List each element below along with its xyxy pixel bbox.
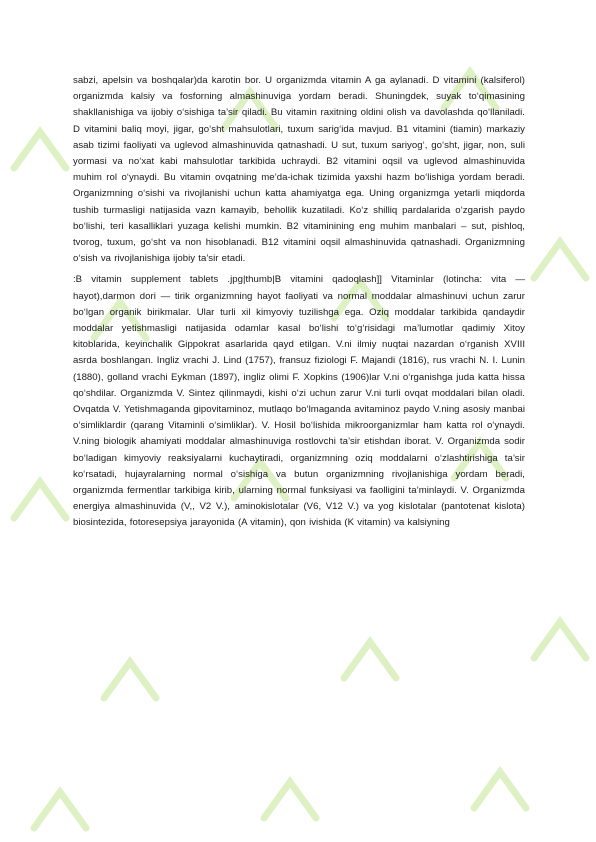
paragraph-vitamins-overview: :B vitamin supplement tablets .jpg|thumb|B vitamini qadoqlash]] Vitaminlar (lotincha: vita — hayot),darmon dori — tirik organizmning hayot faoliyati va normal moddalar almashinuvi uchun zarur bo‘lgan organik birikmalar. Ular turli xil kimyoviy tuzilishga ega. Oziq moddalar tarkibida qandaydir moddalar yetishmasligi natijasida odamlar kasal bo‘lishi to‘g‘risidagi ma’lumotlar qadimiy Xitoy kitoblarida, keyinchalik Gippokrat asarlarida qayd etilgan. V.ni ilmiy nuqtai nazardan o‘rganish XVIII asrda boshlangan. Ingliz vrachi J. Lind (1757), fransuz fiziologi F. Majandi (1816), rus vrachi N. I. Lunin (1880), golland vrachi Eykman (1897), ingliz olimi F. Xopkins (1906)lar V.ni o‘rganishga juda katta hissa qo‘shdilar. Organizmda V. Sintez qilinmaydi, kishi o‘zi uchun zarur V.ni turli ovqat moddalari bilan oladi. Ovqatda V. Yetishmaganda gipovitaminoz, mutlaqo bo‘lmaganda avitaminoz paydo V.ning asosiy manbai o‘simliklardir (qarang Vitaminli o‘simliklar). V. Hosil bo‘lishida mikroorganizmlar ham katta rol o‘ynaydi. V.ning biologik ahamiyati moddalar almashinuviga rostlovchi ta’sir etishdan iborat. V. Organizmda sodir bo‘ladigan kimyoviy reaksiyalarni kuchaytiradi, organizmning oziq moddalarni o‘zlashtirishiga ta’sir ko‘rsatadi, hujayralarning normal o‘sishiga va butun organizmning rivojlanishiga yordam beradi, organizmda fermentlar tarkibiga kirib, ularning normal funksiyasi va faolligini ta’minlaydi. V. Organizmda energiya almashinuvida (V,, V2 V.), aminokislotalar (V6, V12 V.) va yog kislotalar (pantotenat kislota) biosintezida, fotoresepsiya jarayonida (A vitamin), qon ivishida (K vitamin) va kalsiyning xyxy=(73,274,525,529)
watermark-mark xyxy=(14,132,66,168)
watermark-mark xyxy=(104,662,156,698)
watermark-mark xyxy=(34,792,86,828)
watermark-mark xyxy=(264,782,316,818)
document-body xyxy=(73,73,525,532)
paragraph-vitamins-d-b1-b2-b12: sabzi, apelsin va boshqalar)da karotin bor. U organizmda vitamin A ga aylanadi. D vitamini (kalsiferol) organizmda kalsiy va fosforning almashinuviga yordam beradi. Shuningdek, suyak to‘qimasining shakllanishiga va ijobiy o‘sishiga ta’sir qiladi. Bu vitamin raxitning oldini olish va davolashda qo‘llaniladi. D vitamini baliq moyi, jigar, go‘sht mahsulotlari, tuxum sarig‘ida mavjud. B1 vitamini (tiamin) markaziy asab tizimi faoliyati va uglevod almashinuvida qatnashadi. U sut, tuxum sariyog‘, go‘sht, jigar, non, suli yormasi va no‘xat kabi mahsulotlar tarkibida uchraydi. B2 vitamini oqsil va uglevod almashinuvida muhim rol o‘ynaydi. Bu vitamin ovqatning me’da-ichak tizimida yaxshi hazm bo‘lishiga yordam beradi. Organizmning o‘sishi va rivojlanishi uchun katta ahamiyatga ega. Uning organizmga yetarli miqdorda tushib turmasligi natijasida vazn kamayib, behollik kuzatiladi. Ko‘z shilliq pardalarida o‘zgarish paydo bo‘lishi, teri kasalliklari yuzaga kelishi mumkin. B2 vitaminining eng muhim manbalari – sut, pishloq, tvorog, tuxum, go‘sht va non hisoblanadi. B12 vitamini oqsil almashinuvida qatnashadi. Organizmning o‘sish va rivojlanishiga ijobiy ta’sir etadi. xyxy=(73,75,525,265)
watermark-mark xyxy=(474,772,526,808)
watermark-mark xyxy=(344,642,396,678)
watermark-mark xyxy=(14,482,66,518)
watermark-mark xyxy=(534,622,586,658)
watermark-mark xyxy=(534,242,586,278)
